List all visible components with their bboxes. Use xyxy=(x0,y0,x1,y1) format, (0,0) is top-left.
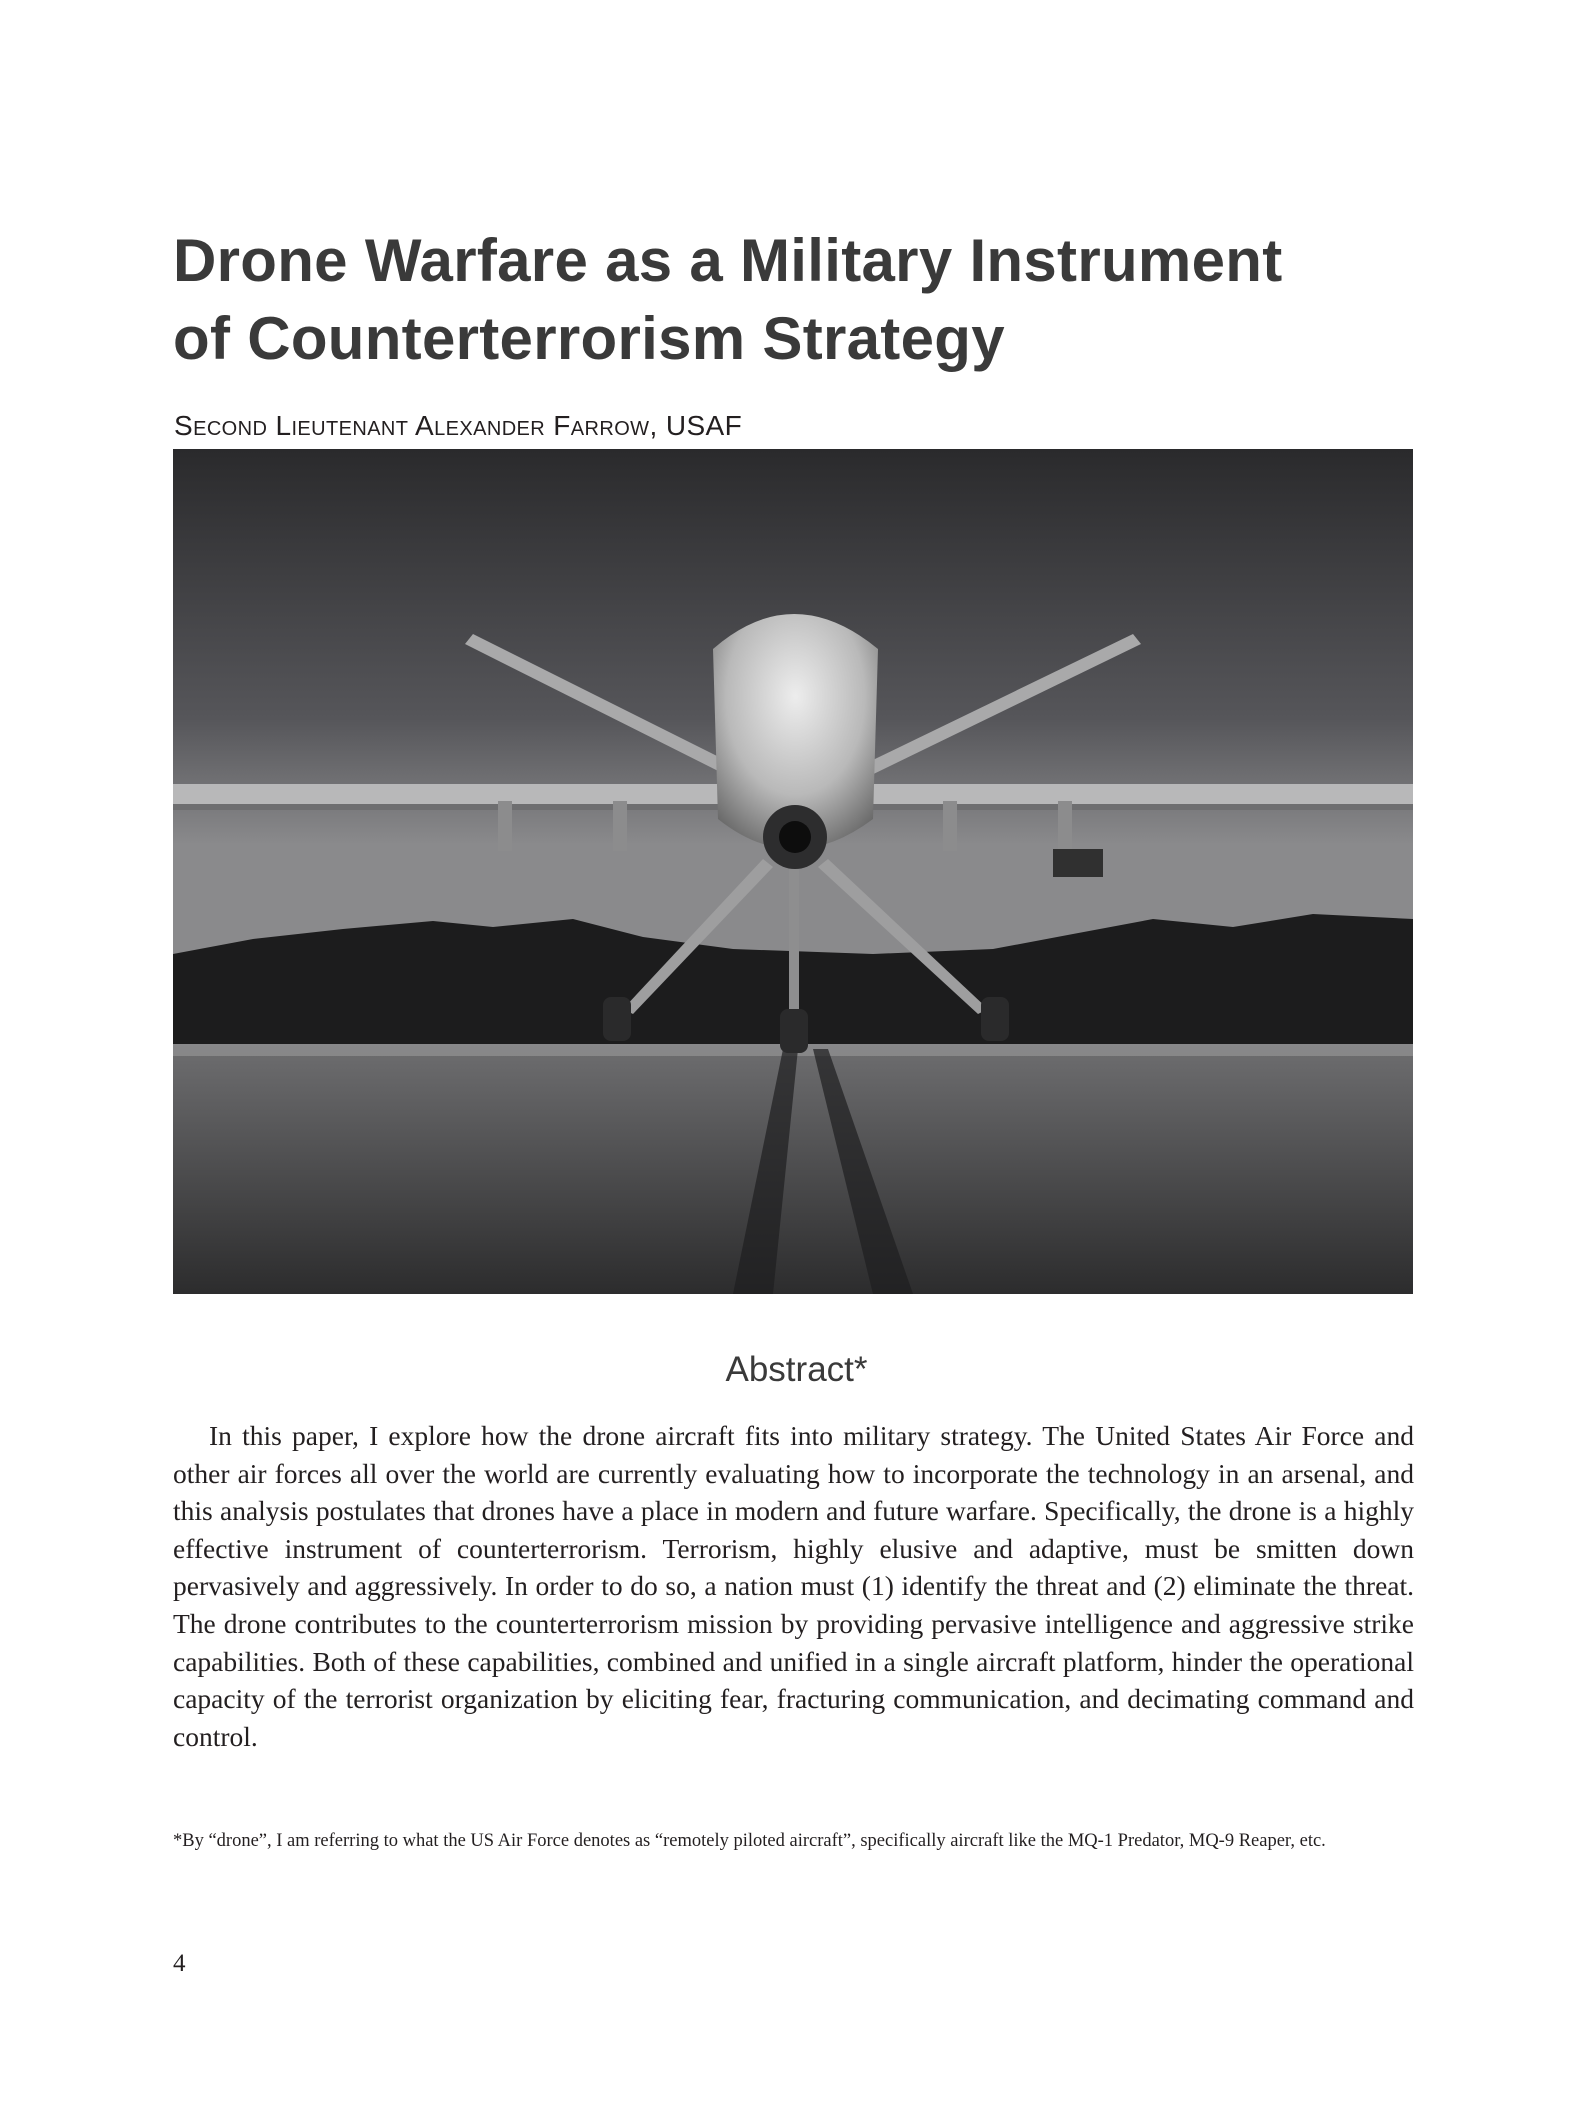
abstract-heading: Abstract* xyxy=(725,1350,868,1389)
page-number: 4 xyxy=(173,1950,186,1977)
abstract-body: In this paper, I explore how the drone aircraft fits into military strategy. The United States Air Force and other air forces all over the world are currently evaluating how to incorporate the technology in an arsenal, and this analysis postulates that drones have a place in modern and future warfare. Specifically, the drone is a highly effective instrument of counterterrorism. Terrorism, highly elusive and adaptive, must be smitten down pervasively and aggressively. In order to do so, a nation must (1) identify the threat and (2) eliminate the threat. The drone contributes to the counterterrorism mission by providing pervasive intelligence and aggressive strike capabilities. Both of these capabilities, combined and unified in a single aircraft platform, hinder the operational capacity of the terrorist organization by eliciting fear, fracturing communication, and decimating command and control. xyxy=(173,1420,1414,1752)
author-byline: Second Lieutenant Alexander Farrow, USAF xyxy=(174,410,743,441)
article-title-line-1: Drone Warfare as a Military Instrument xyxy=(173,227,1283,294)
article-title-line-2: of Counterterrorism Strategy xyxy=(173,305,1005,372)
article-title xyxy=(173,222,1433,378)
drone-photo-icon xyxy=(173,449,1413,1294)
drone-photo xyxy=(173,449,1413,1294)
footnote: *By “drone”, I am referring to what the US Air Force denotes as “remotely piloted aircraft”, specifically aircraft like the MQ-1 Predator, MQ-9 Reaper, etc. xyxy=(173,1831,1326,1851)
